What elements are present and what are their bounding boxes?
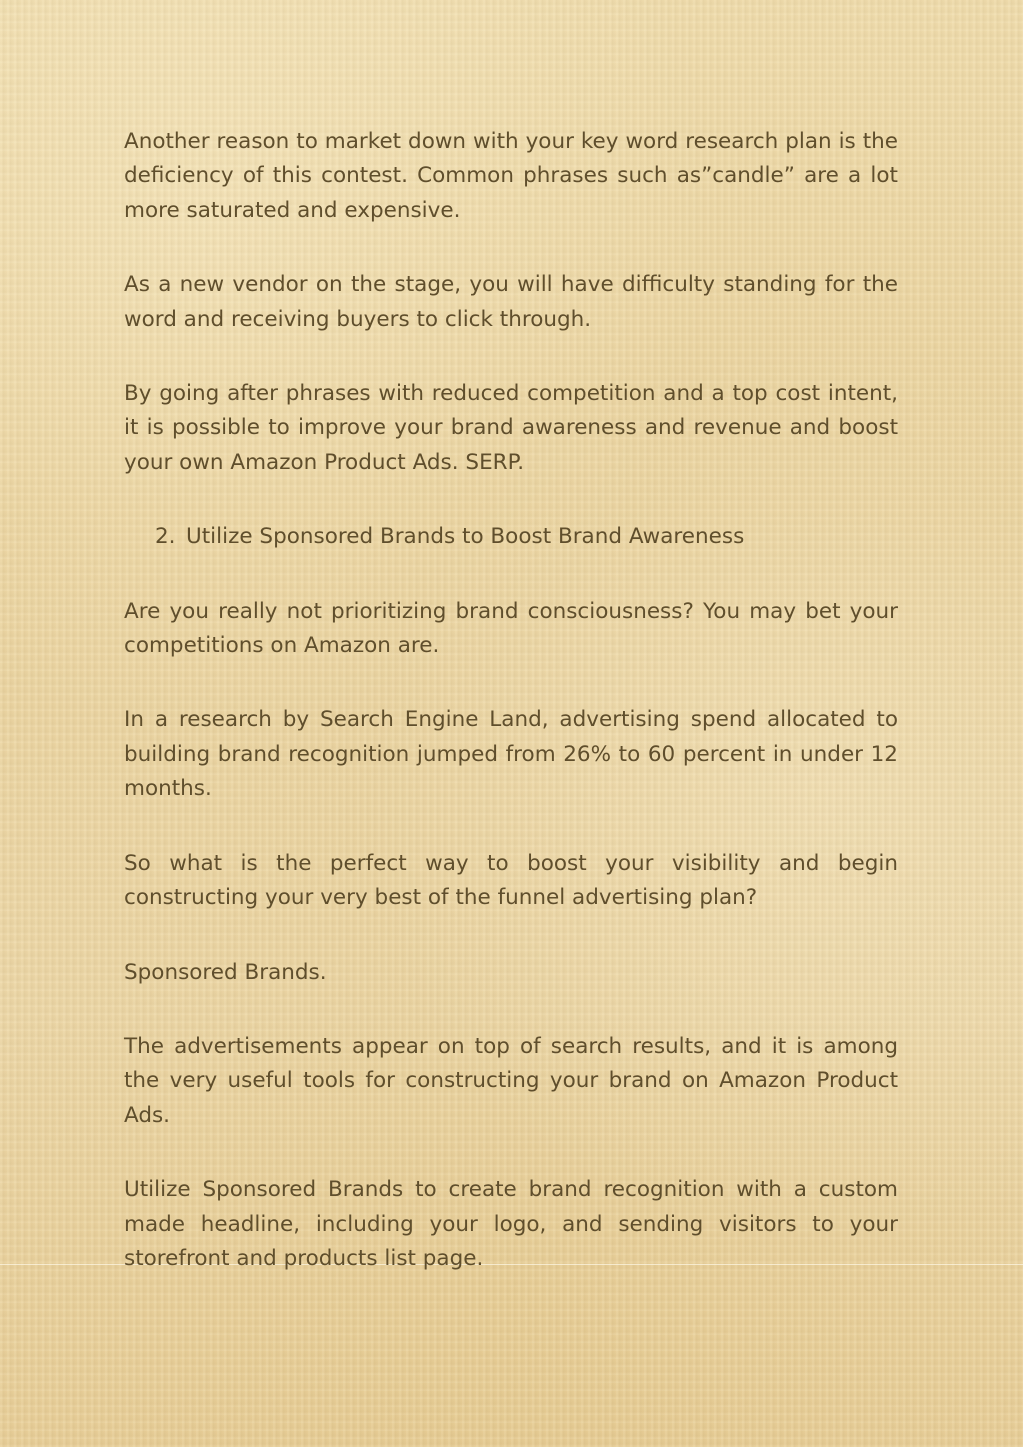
- paragraph-reduced-competition: By going after phrases with reduced competition and a top cost intent, it is possible to improve your brand awareness and revenue and boost your own Amazon Product Ads. SERP.: [124, 381, 898, 475]
- paragraph-sponsored-brands-answer: Sponsored Brands.: [124, 959, 327, 985]
- numbered-section-heading: [155, 520, 898, 554]
- document-body: [124, 125, 898, 1276]
- paragraph-keyword-competition: Another reason to market down with your key word research plan is the deficiency of this contest. Common phrases such as”candle” are a lot more saturated and expensive.: [124, 129, 898, 223]
- paragraph-custom-headline: Utilize Sponsored Brands to create brand recognition with a custom made headline, including your logo, and sending visitors to your storefront and products list page.: [124, 1177, 898, 1271]
- paragraph-brand-consciousness: Are you really not prioritizing brand consciousness? You may bet your competitions on Amazon are.: [124, 598, 898, 659]
- paragraph-advertisements-top: The advertisements appear on top of search results, and it is among the very useful tools for constructing your brand on Amazon Product Ads.: [124, 1033, 898, 1128]
- paragraph-new-vendor: As a new vendor on the stage, you will have difficulty standing for the word and receiving buyers to click through.: [124, 272, 898, 332]
- list-heading-text: Utilize Sponsored Brands to Boost Brand Awareness: [186, 524, 745, 550]
- paragraph-boost-visibility: So what is the perfect way to boost your visibility and begin constructing your very best of the funnel advertising plan?: [124, 850, 898, 911]
- paragraph-search-engine-land: In a research by Search Engine Land, advertising spend allocated to building brand recognition jumped from 26% to 60 percent in under 12 months.: [124, 707, 898, 802]
- list-number: 2.: [155, 524, 176, 550]
